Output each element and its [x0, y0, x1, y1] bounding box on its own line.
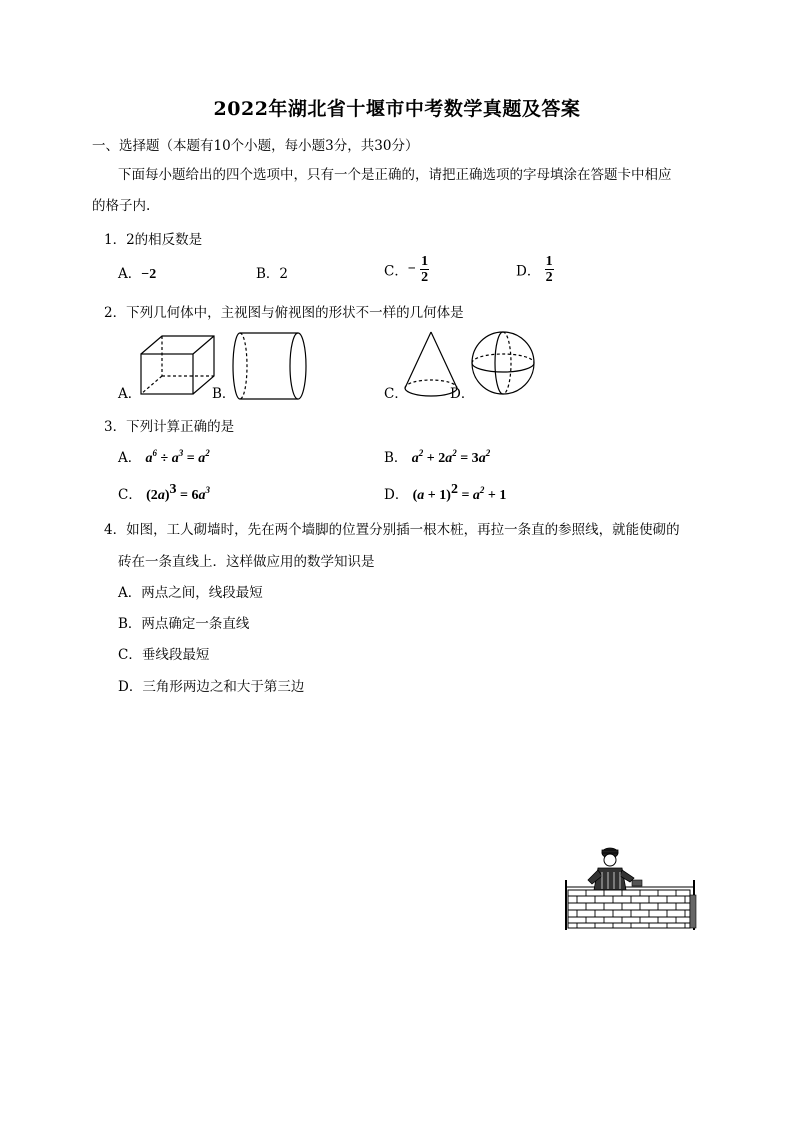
cylinder-icon [232, 331, 308, 401]
q2-stem: 2．下列几何体中，主视图与俯视图的形状不一样的几何体是 [104, 305, 464, 321]
q4-stem-line-2: 砖在一条直线上．这样做应用的数学知识是 [118, 554, 375, 570]
q3-stem: 3．下列计算正确的是 [104, 419, 235, 435]
q2-option-d-label: D． [450, 386, 475, 402]
q1-option-b: B．2 [256, 266, 289, 282]
instruction-line-1: 下面每小题给出的四个选项中，只有一个是正确的，请把正确选项的字母填涂在答题卡中相应 [118, 167, 672, 183]
q1-option-d: D． $\frac{1}{2}$ [516, 254, 553, 285]
page-title: 2022年湖北省十堰市中考数学真题及答案 [213, 98, 581, 120]
bricklayer-illustration [564, 840, 702, 930]
q1-stem: 1．2的相反数是 [104, 232, 203, 248]
q3-option-c: C． $(2a)^3 = 6a^3$ [118, 482, 210, 503]
q3-option-d: D． $(a + 1)^2 = a^2 + 1$ [384, 482, 507, 503]
fraction: $\frac{1}{2}$ [421, 254, 429, 285]
cube-icon [138, 334, 218, 396]
q4-option-a: A．两点之间，线段最短 [118, 585, 263, 601]
q4-option-d: D．三角形两边之和大于第三边 [118, 679, 305, 695]
q1-option-a: A．−2 [118, 266, 157, 282]
q1-option-c: C．− $\frac{1}{2}$ [384, 254, 429, 285]
q2-option-c-label: C． [384, 386, 408, 402]
instruction-line-2: 的格子内. [92, 198, 151, 214]
q4-option-c: C．垂线段最短 [118, 647, 210, 663]
q4-option-b: B．两点确定一条直线 [118, 616, 250, 632]
q4-stem-line-1: 4．如图，工人砌墙时，先在两个墙脚的位置分别插一根木桩，再拉一条直的参照线，就能使砌的 [104, 522, 680, 538]
q3-option-b: B． $a^2 + 2a^2 = 3a^2$ [384, 448, 491, 466]
q2-option-a-label: A． [118, 386, 142, 402]
sphere-icon [470, 330, 536, 396]
fraction: $\frac{1}{2}$ [545, 254, 553, 285]
section-heading: 一、选择题（本题有10个小题，每小题3分，共30分） [92, 138, 419, 154]
q2-option-b-label: B． [212, 386, 236, 402]
q3-option-a: A． $a^6 \div a^3 = a^2$ [118, 448, 210, 466]
